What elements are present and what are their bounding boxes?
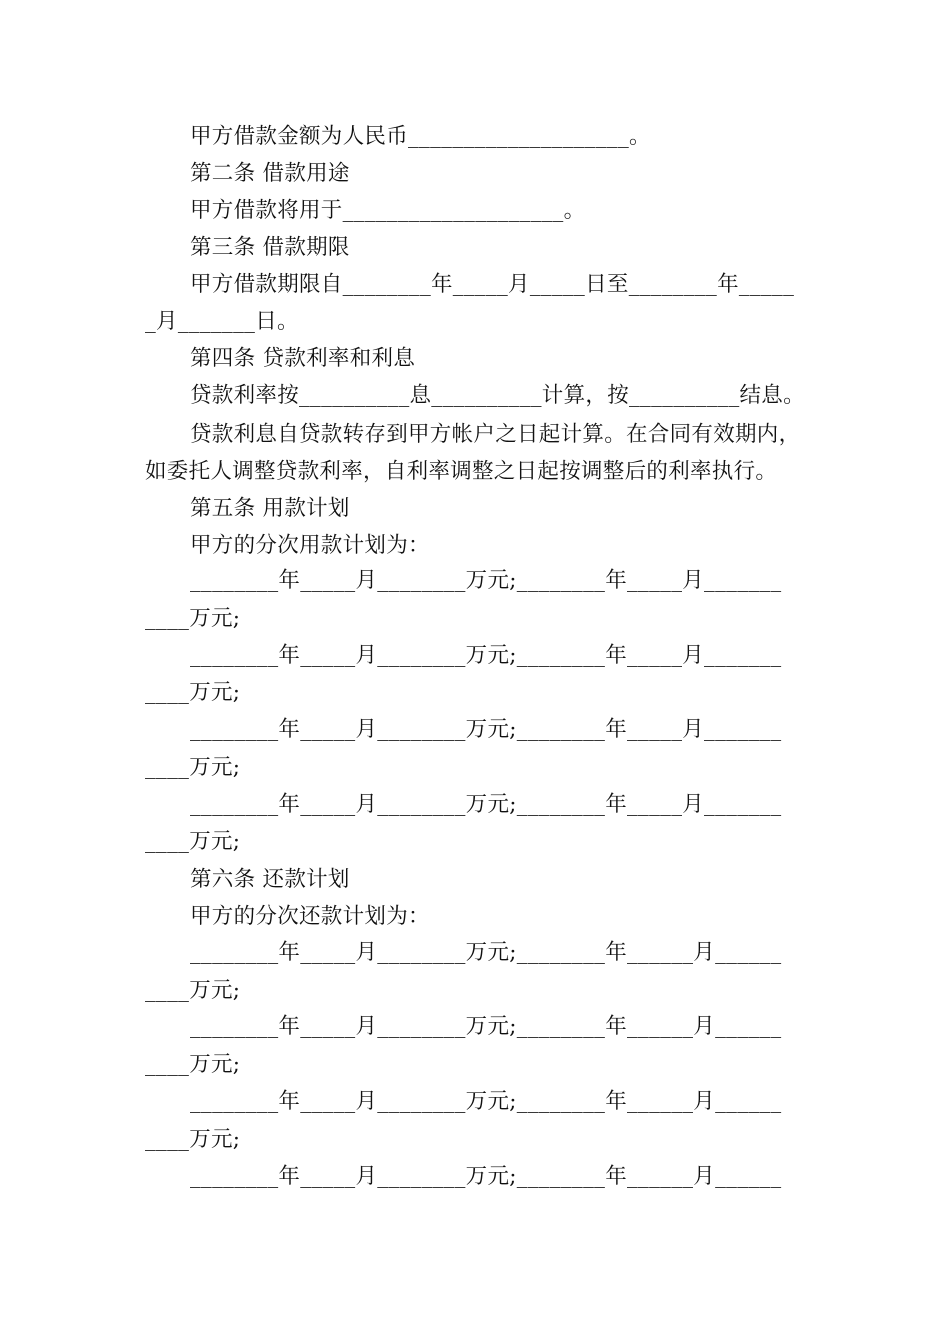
text-line: _月_______日。 [145,309,299,334]
section-heading: 第二条 借款用途 [190,161,350,186]
text-line: 甲方的分次还款计划为： [190,904,430,929]
text-line: 贷款利息自贷款转存到甲方帐户之日起计算。在合同有效期内， [190,422,801,447]
schedule-line: ____万元; [145,755,241,780]
schedule-line: ________年_____月________万元;________年______月______ [190,1089,782,1114]
schedule-line: ________年_____月________万元;________年______月______ [190,1014,782,1039]
schedule-line: ____万元; [145,1052,241,1077]
section-heading: 第四条 贷款利率和利息 [190,346,416,371]
schedule-line: ________年_____月________万元;________年______月______ [190,1164,782,1189]
section-heading: 第五条 用款计划 [190,496,350,521]
schedule-line: ____万元; [145,829,241,854]
text-line: 甲方借款将用于____________________。 [190,198,586,223]
text-line: 贷款利率按__________息__________计算，按__________结息。 [190,383,805,408]
schedule-line: ________年_____月________万元;________年_____月_______ [190,717,782,742]
schedule-line: ________年_____月________万元;________年_____月_______ [190,792,782,817]
section-heading: 第六条 还款计划 [190,867,350,892]
text-line: 甲方的分次用款计划为： [190,533,430,558]
schedule-line: ________年_____月________万元;________年_____月_______ [190,568,782,593]
schedule-line: ____万元; [145,978,241,1003]
schedule-line: ________年_____月________万元;________年______月______ [190,940,782,965]
schedule-line: ____万元; [145,606,241,631]
schedule-line: ____万元; [145,1127,241,1152]
text-line: 甲方借款金额为人民币____________________。 [190,124,651,149]
schedule-line: ________年_____月________万元;________年_____月_______ [190,643,782,668]
schedule-line: ____万元; [145,680,241,705]
section-heading: 第三条 借款期限 [190,235,350,260]
text-line: 如委托人调整贷款利率，自利率调整之日起按调整后的利率执行。 [145,459,778,484]
text-line: 甲方借款期限自________年_____月_____日至________年_____ [190,272,795,297]
